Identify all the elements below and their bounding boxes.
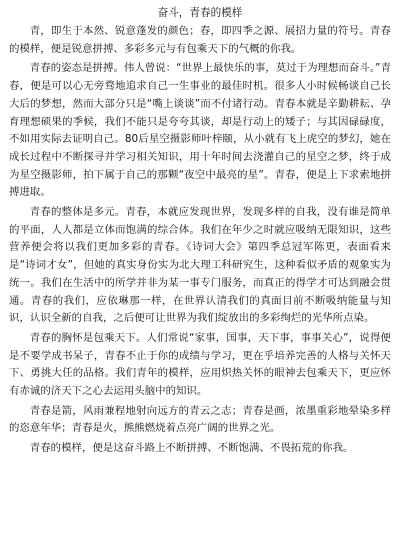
paragraph-intro: 青，即生于本然、锐意蓬发的颜色；春，即四季之源、展招力量的符号。青春的模样，便是锐意拼搏、多彩多元与有包乘天下的气概的你我。 [9,25,391,55]
paragraph-diversity: 青春的整体是多元。青春，本就应发现世界，发现多样的自我，没有谁是简单的平面，人人都是立体而饱满的综合体。我们在年少之时就应吸纳无限知识，这些营养便会将以我们更加多彩的青春。《诗词大会》第四季总冠军陈更，表面看来是“诗词才女”，但她的真实身份实为北大理工科研究生，这种看似矛盾的观象实为统一。我们在生活中的所学并非为某一事专门服务，而真正的得学才可达到融会贯通。青春的我们，应依琳那一样，在世界认清我们的真面目前不断吸纳能量与知识，认识全新的自我，之后便可让世界为我们绽放出的多彩绚烂的光华所点染。 [9,206,391,325]
paragraph-metaphors: 青春是箭，风雨兼程地射向远方的青云之志；青春是画，浓墨重彩地晕染多样的恣意年华；青春是火，熊熊燃烧着点亮广阔的世界之光。 [9,404,391,435]
paragraph-striving: 青春的姿态是拼搏。伟人曾说：“世界上最快乐的事，莫过于为理想而奋斗。”青春，便是可以心无旁骛地追求自己一生事业的最佳时机。很多人小时候畅谈自己长大后的梦想，然而大部分只是“嘴上谈谈”而不付诸行动。青春本就是辛勤耕耘、孕育理想硕果的季候，我们不能只是夸夸其谈，却是行动上的矮子；与其因碌碌度，不如用实际去证明自己。80后星空摄影师叶梓颐，从小就有飞上虎空的梦幻，她在成长过程中不断探寻并学习相关知识，用十年时间去浇灌自己的星空之梦，终于成为星空摄影师，拍下属于自己的那颗“夜空中最亮的星”。青春，便是上下求索地拼搏进取。 [9,62,391,199]
essay-title: 奋斗，青春的模样 [157,7,243,19]
paragraph-embrace-world: 青春的胸怀是包乘天下。人们常说“家事，国事，天下事，事事关心”，说得便是不要学成书呆子，青春不止于你的成绩与学习，更在乎培养完善的人格与关怀天下、勇挑大任的品格。我们青年的模样，应用炽热关怀的眼神去包乘天下，更应怀有赤诚的济天下之心去运用头脑中的知识。 [9,331,391,398]
paragraph-conclusion: 青春的模样，便是这奋斗路上不断拼搏、不断饱满、不畏拓荒的你我。 [29,442,354,455]
